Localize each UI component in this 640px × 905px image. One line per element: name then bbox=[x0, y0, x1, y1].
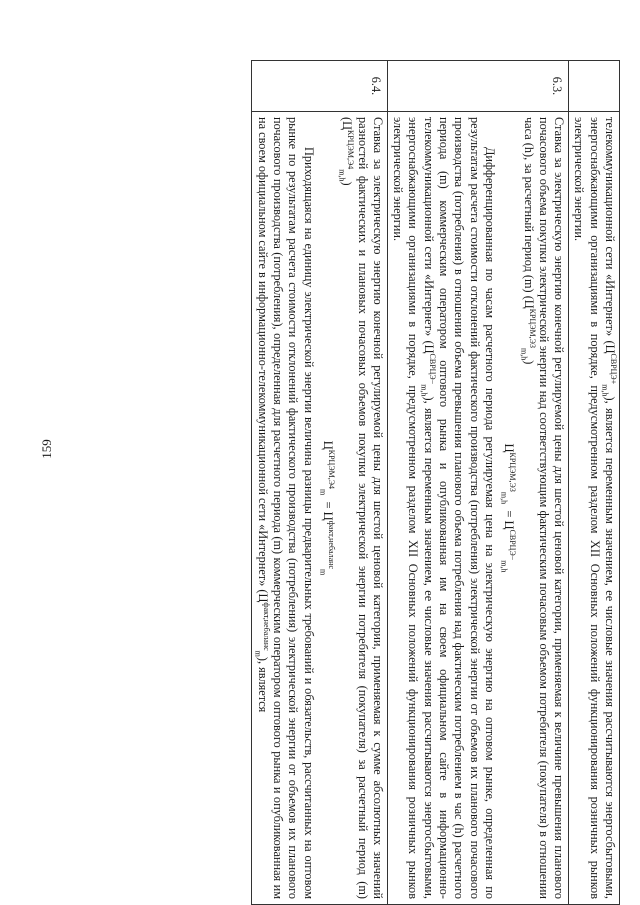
table-row-6-3 bbox=[387, 61, 568, 905]
row-number: 6.3. bbox=[387, 61, 568, 112]
row-text bbox=[569, 112, 620, 905]
row-text bbox=[252, 112, 387, 905]
formula: $Ц^{КРЦЭМ,Э4}_m = Ц^{факт,небаланс}_m$ bbox=[318, 440, 337, 576]
tariff-table bbox=[251, 60, 620, 905]
paragraph-intro: Ставка за электрическую энергию конечной регулируемой цены для шестой ценовой категории, применяемая к сумме абсолютных значений разностей фактических и плановых почасовых объемов покупки электрической энергии потребителя (покупателя) за расчетный период (m) $(Ц^{КРЦЭМ,Э4}_{m,h})$ bbox=[337, 117, 385, 899]
paragraph-body: Приходящаяся на единицу электрической энергии величина разницы предварительных требований и обязательств, рассчитанных на оптовом рынке по результатам расчета стоимости отклонений фактического производства (потребления) электрической энергии от объемов их планового почасового производства (потребления), определенная для расчетного периода (m) коммерческим оператором оптового рынка и опубликованная им на своем официальном сайте в информационно-телекоммуникационной сети «Интернет» $(Ц^{факт,небаланс}_m)$, является bbox=[253, 117, 316, 899]
paragraph: телекоммуникационной сети «Интернет» $(Ц^{СВРЦЭ+}_{m,h})$, является переменным значением, ее числовые значения рассчитываются энергосбытовыми, энергоснабжающими организациями в порядке, предусмотренном разделом XII Основных положений функционирования розничных рынков электрической энергии. bbox=[572, 117, 619, 899]
page-number: 159 bbox=[39, 439, 54, 459]
row-number: 6.4. bbox=[252, 61, 387, 112]
rotated-page-content bbox=[90, 60, 620, 905]
paragraph-body: Дифференцированная по часам расчетного периода регулируемая цена на электрическую энергию на оптовом рынке, определенная по результатам расчета стоимости отклонений фактического производства (потребления) электрической энергии от объемов их планового почасового производства (потребления) в отношении объема превышения планового объема потребления над фактическим потреблением в час (h) расчетного периода (m) коммерческим оператором оптового рынка и опубликованная им на своем официальном сайте в информационно-телекоммуникационной сети «Интернет» $(Ц^{СВРЦЭ-}_{m,h})$, является переменным значением, ее числовые значения рассчитываются энергосбытовыми, энергоснабжающими организациями в порядке, предусмотренном разделом XII Основных положений функционирования розничных рынков электрической энергии. bbox=[391, 117, 497, 899]
row-number bbox=[569, 61, 620, 112]
formula: $Ц^{КРЦЭМ,ЭЗ}_{m,h} = Ц^{СВРЦЭ-}_{m,h}$ bbox=[499, 443, 518, 573]
row-text bbox=[387, 112, 568, 905]
table-row-continuation bbox=[569, 61, 620, 905]
table-row-6-4 bbox=[252, 61, 387, 905]
paragraph-intro: Ставка за электрическую энергию конечной регулируемой цены для шестой ценовой категории, применяемая к величине превышения планового почасового объема покупки электрической энергии над соответствующим фактическим почасовым объемом потребителя (покупателя) в отношении часа (h), за расчетный период (m) $(Ц^{КРЦЭМ,ЭЗ}_{m,h})$ bbox=[519, 117, 567, 899]
